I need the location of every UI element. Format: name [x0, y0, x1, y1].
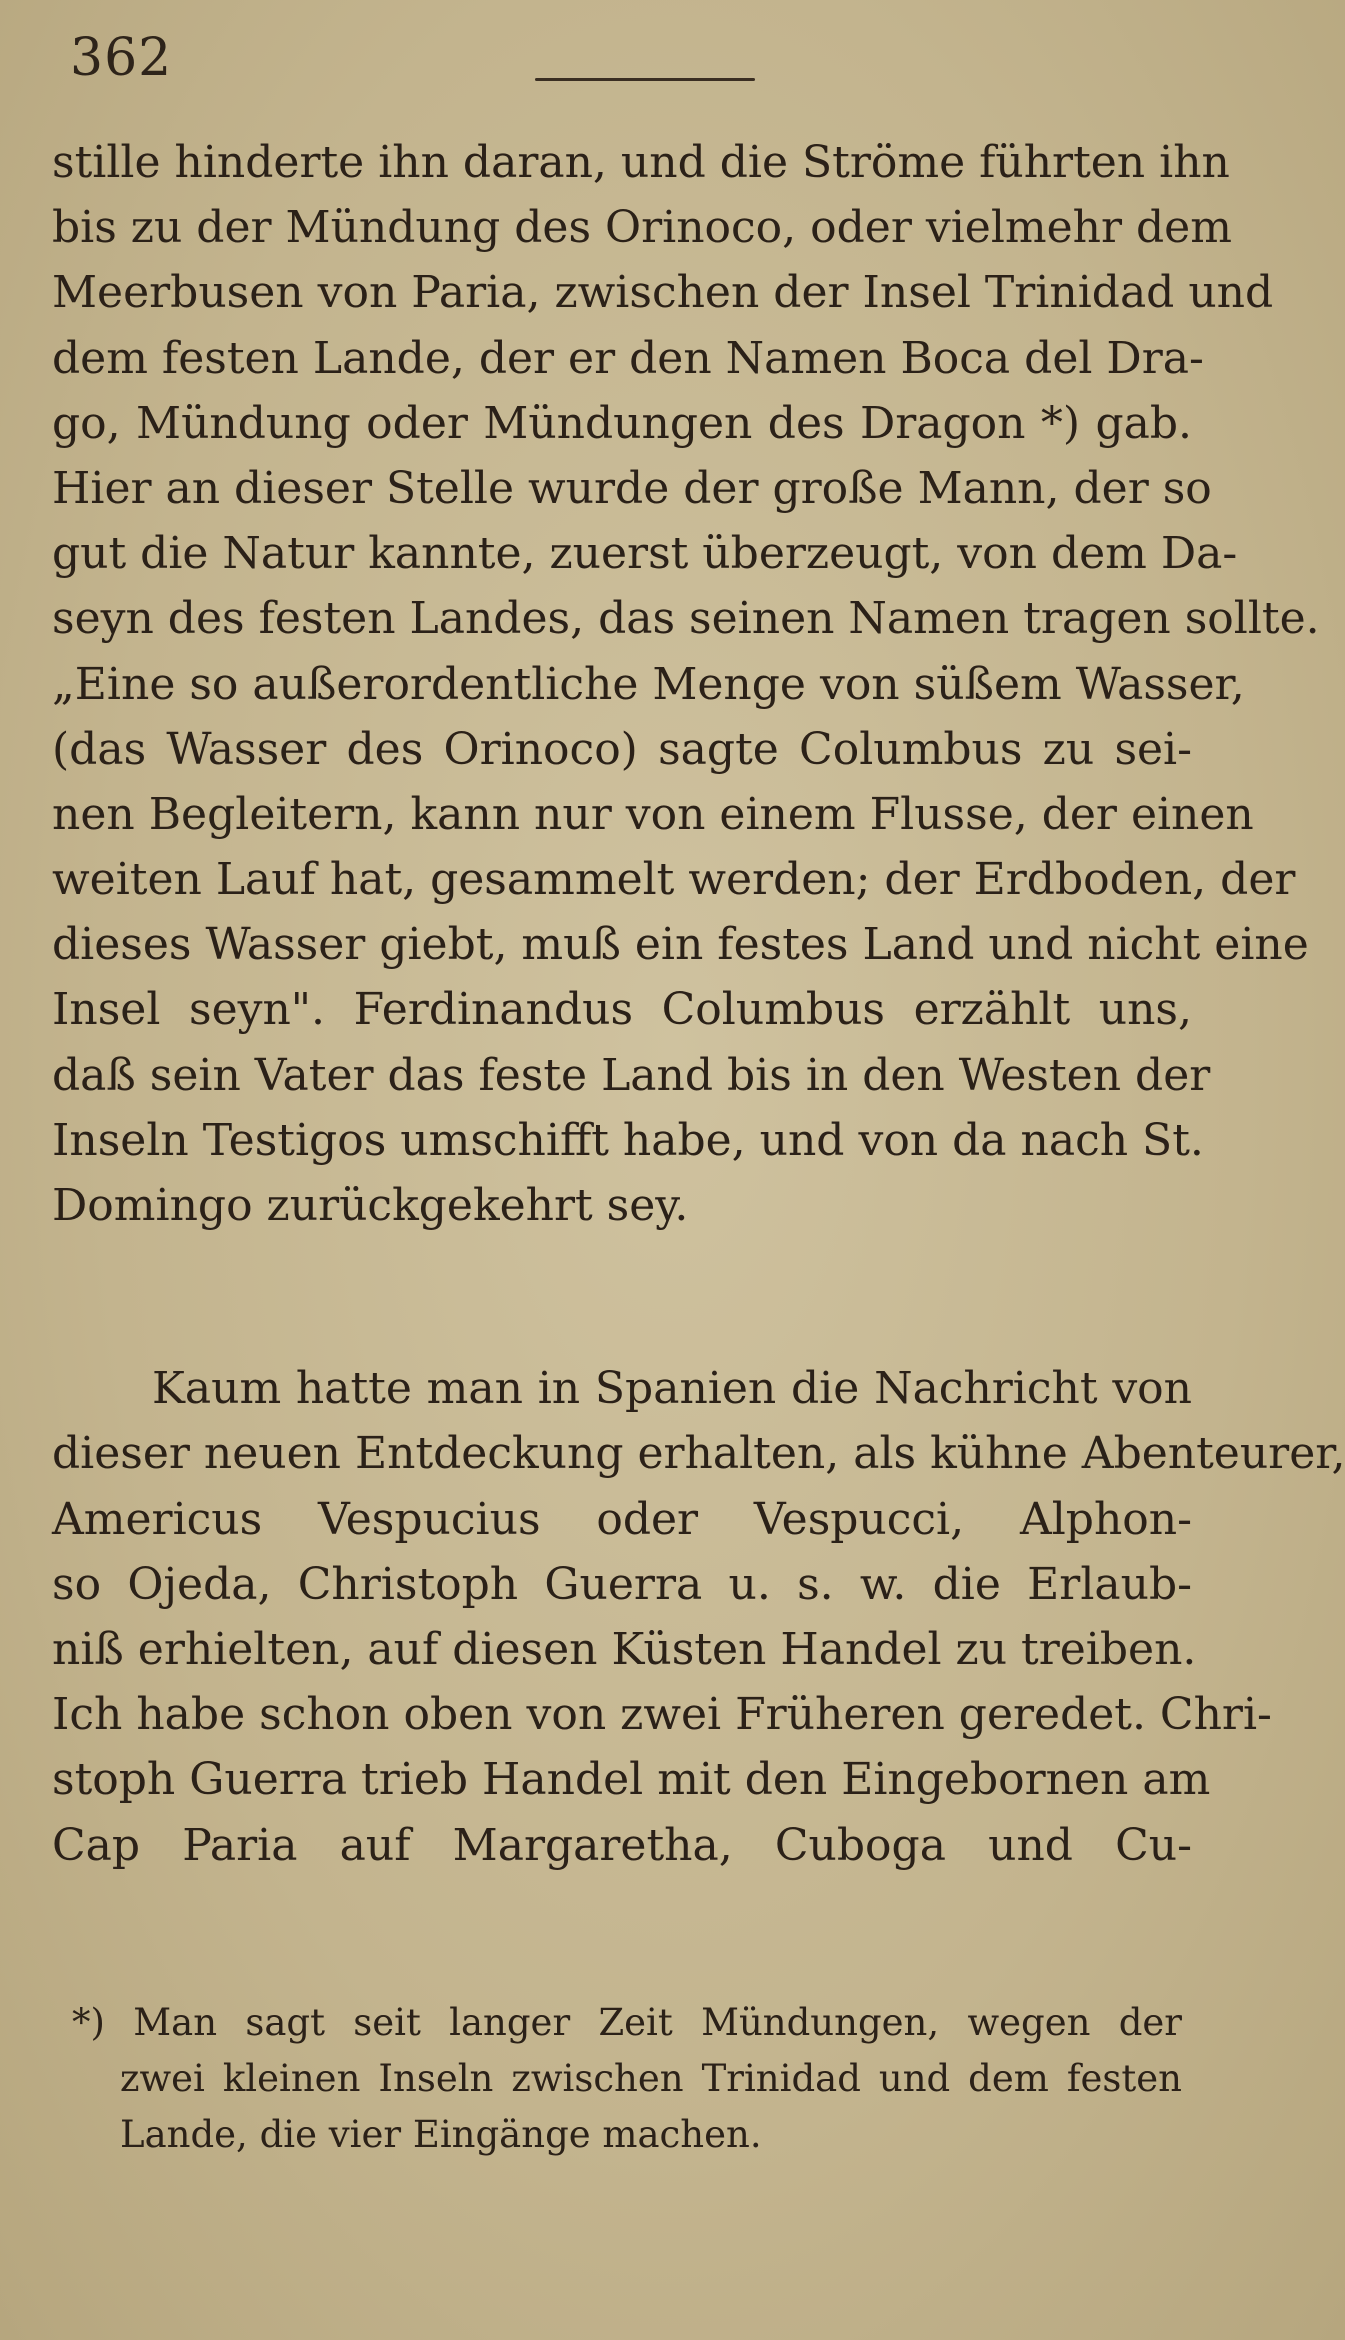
text-line: seyn des festen Landes, das seinen Namen tragen sollte. — [52, 593, 1320, 645]
footnote — [72, 1995, 1182, 2163]
footnote-line: zwei kleinen Inseln zwischen Trinidad und dem festen — [120, 2057, 1182, 2100]
body-text — [52, 130, 1345, 1878]
text-line: (das Wasser des Orinoco) sagte Columbus zu sei- — [52, 723, 1192, 775]
paragraph-gap — [52, 1238, 1192, 1356]
text-line: niß erhielten, auf diesen Küsten Handel zu treiben. — [52, 1623, 1197, 1675]
text-line: daß sein Vater das feste Land bis in den Westen der — [52, 1049, 1211, 1101]
footnote-line: Lande, die vier Eingänge machen. — [120, 2113, 762, 2156]
text-line: Domingo zurückgekehrt sey. — [52, 1180, 689, 1231]
page-number: 362 — [70, 28, 173, 88]
text-line: Hier an dieser Stelle wurde der große Mann, der so — [52, 462, 1212, 514]
text-line: Kaum hatte man in Spanien die Nachricht von — [152, 1363, 1192, 1415]
text-line: gut die Natur kannte, zuerst überzeugt, von dem Da- — [52, 528, 1238, 580]
text-line: dieser neuen Entdeckung erhalten, als kühne Abenteurer, — [52, 1428, 1345, 1480]
header-rule — [535, 78, 755, 81]
text-line: weiten Lauf hat, gesammelt werden; der Erdboden, der — [52, 854, 1296, 906]
text-line: bis zu der Mündung des Orinoco, oder vielmehr dem — [52, 202, 1232, 254]
text-line: Ich habe schon oben von zwei Früheren geredet. Chri- — [52, 1689, 1272, 1741]
paragraph-1 — [52, 130, 1320, 1238]
text-line: „Eine so außerordentliche Menge von süßem Wasser, — [52, 658, 1245, 710]
text-line: Cap Paria auf Margaretha, Cuboga und Cu- — [52, 1819, 1192, 1871]
text-line: stoph Guerra trieb Handel mit den Eingebornen am — [52, 1754, 1211, 1806]
paragraph-2 — [52, 1356, 1345, 1878]
text-line: Inseln Testigos umschifft habe, und von da nach St. — [52, 1114, 1204, 1166]
text-line: Insel seyn". Ferdinandus Columbus erzählt uns, — [52, 984, 1192, 1036]
text-line: so Ojeda, Christoph Guerra u. s. w. die Erlaub- — [52, 1558, 1192, 1610]
text-line: nen Begleitern, kann nur von einem Flusse, der einen — [52, 788, 1254, 840]
footnote-line: *) Man sagt seit langer Zeit Mündungen, wegen der — [72, 2001, 1182, 2044]
text-line: dem festen Lande, der er den Namen Boca del Dra- — [52, 332, 1204, 384]
text-line: Meerbusen von Paria, zwischen der Insel Trinidad und — [52, 267, 1274, 319]
text-line: stille hinderte ihn daran, und die Ströme führten ihn — [52, 137, 1230, 188]
text-line: dieses Wasser giebt, muß ein festes Land und nicht eine — [52, 919, 1309, 971]
text-line: go, Mündung oder Mündungen des Dragon *) gab. — [52, 397, 1192, 449]
text-line: Americus Vespucius oder Vespucci, Alphon- — [52, 1493, 1192, 1545]
